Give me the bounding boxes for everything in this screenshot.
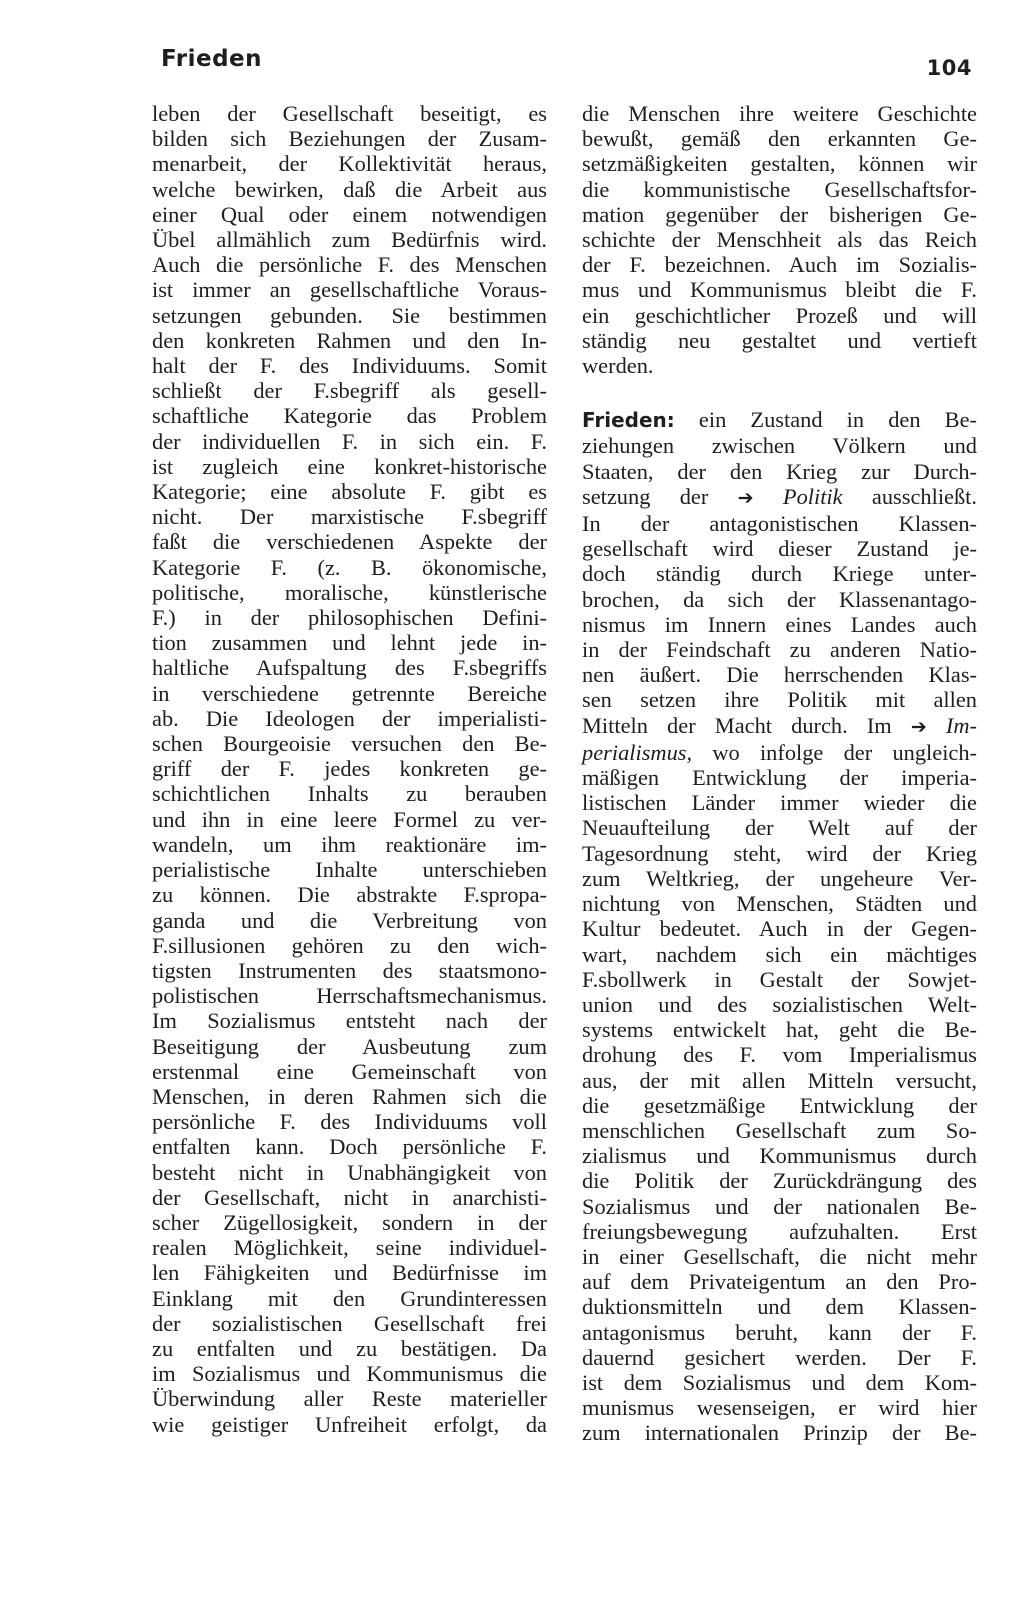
text-line: schichte der Menschheit als das Reich: [582, 227, 977, 253]
text-line: Im Sozialismus entsteht nach der: [152, 1008, 547, 1034]
text-line: im Sozialismus und Kommunismus die: [152, 1361, 547, 1387]
text-line: in verschiedene getrennte Bereiche: [152, 680, 547, 706]
text-line: drohung des F. vom Imperialismus: [582, 1042, 977, 1068]
text-line: die gesetzmäßige Entwicklung der: [582, 1092, 977, 1118]
entry-text: ausschließt.: [842, 483, 978, 509]
entry-text: Mitteln der Macht durch. Im: [582, 712, 911, 738]
text-line: freiungsbewegung aufzuhalten. Erst: [582, 1218, 977, 1244]
text-line: zu entfalten und zu bestätigen. Da: [152, 1335, 547, 1361]
entry-line: [582, 484, 977, 511]
text-line: Kategorie; eine absolute F. gibt es: [152, 479, 547, 505]
text-line: wie geistiger Unfreiheit erfolgt, da: [152, 1411, 547, 1437]
text-line: ist dem Sozialismus und dem Kom-: [582, 1369, 977, 1395]
text-line: sen setzen ihre Politik mit allen: [582, 687, 977, 713]
entry-frieden: [582, 407, 977, 1445]
running-head: Frieden: [161, 46, 263, 72]
text-line: die Menschen ihre weitere Geschichte: [582, 101, 977, 126]
text-line: setzungen gebunden. Sie bestimmen: [152, 302, 547, 328]
text-line: F.) in der philosophischen Defini-: [152, 605, 547, 631]
text-line: aus, der mit allen Mitteln versucht,: [582, 1067, 977, 1093]
text-line: F.sbollwerk in Gestalt der Sowjet-: [582, 966, 977, 992]
text-line: scher Zügellosigkeit, sondern in der: [152, 1209, 547, 1235]
text-line: setzmäßigkeiten gestalten, können wir: [582, 151, 977, 177]
text-line: listischen Länder immer wieder die: [582, 790, 977, 816]
text-line: dauernd gesichert werden. Der F.: [582, 1344, 977, 1370]
text-line: persönliche F. des Individuums voll: [152, 1109, 547, 1135]
entry-first-line: [582, 407, 977, 433]
text-line: Kategorie F. (z. B. ökonomische,: [152, 554, 547, 580]
entry-text: setzung der: [582, 483, 738, 509]
cross-reference-imperialismus-cont[interactable]: perialismus: [582, 739, 687, 765]
text-line: Tagesordnung steht, wird der Krieg: [582, 840, 977, 866]
text-line: Menschen, in deren Rahmen sich die: [152, 1083, 547, 1109]
entry-line: [582, 713, 977, 740]
text-line: In der antagonistischen Klassen-: [582, 511, 977, 537]
text-line: Kultur bedeutet. Auch in der Gegen-: [582, 916, 977, 942]
text-line: ganda und die Verbreitung von: [152, 907, 547, 933]
text-line: tion zusammen und lehnt jede in-: [152, 630, 547, 656]
text-line: zu können. Die abstrakte F.spropa-: [152, 882, 547, 908]
entry-line: ziehungen zwischen Völkern und: [582, 433, 977, 459]
entry-body-a: [582, 511, 977, 713]
text-line: union und des sozialistischen Welt-: [582, 991, 977, 1017]
text-line: nichtung von Menschen, Städten und: [582, 891, 977, 917]
text-line: doch ständig durch Kriege unter-: [582, 561, 977, 587]
text-line: welche bewirken, daß die Arbeit aus: [152, 176, 547, 202]
text-line: in der Feindschaft zu anderen Natio-: [582, 637, 977, 663]
text-line: systems entwickelt hat, geht die Be-: [582, 1017, 977, 1043]
text-line: mus und Kommunismus bleibt die F.: [582, 277, 977, 303]
text-line: menarbeit, der Kollektivität heraus,: [152, 151, 547, 177]
text-line: entfalten kann. Doch persönliche F.: [152, 1134, 547, 1160]
text-line: auf dem Privateigentum an den Pro-: [582, 1269, 977, 1295]
text-line: schen Bourgeoisie versuchen den Be-: [152, 731, 547, 757]
right-column: [582, 101, 977, 1446]
text-line: die kommunistische Gesellschaftsfor-: [582, 176, 977, 202]
text-line: len Fähigkeiten und Bedürfnisse im: [152, 1260, 547, 1286]
text-line: politische, moralische, künstlerische: [152, 579, 547, 605]
text-line: ständig neu gestaltet und vertieft: [582, 327, 977, 353]
text-line: F.sillusionen gehören zu den wich-: [152, 932, 547, 958]
text-line: Sozialismus und der nationalen Be-: [582, 1193, 977, 1219]
text-line: griff der F. jedes konkreten ge-: [152, 756, 547, 782]
text-line: mation gegenüber der bisherigen Ge-: [582, 201, 977, 227]
text-line: gesellschaft wird dieser Zustand je-: [582, 536, 977, 562]
text-line: in einer Gesellschaft, die nicht mehr: [582, 1243, 977, 1269]
text-line: schichtlichen Inhalts zu berauben: [152, 781, 547, 807]
text-line: wart, nachdem sich ein mächtiges: [582, 941, 977, 967]
text-line: tigsten Instrumenten des staatsmono-: [152, 957, 547, 983]
text-line: antagonismus beruht, kann der F.: [582, 1319, 977, 1345]
text-line: leben der Gesellschaft beseitigt, es: [152, 101, 547, 126]
text-line: Einklang mit den Grundinteressen: [152, 1285, 547, 1311]
text-line: schließt der F.sbegriff als gesell-: [152, 378, 547, 404]
entry-text: ein Zustand in den Be-: [674, 407, 977, 433]
text-line: den konkreten Rahmen und den In-: [152, 327, 547, 353]
page-number: 104: [926, 56, 972, 80]
text-line: polistischen Herrschaftsmechanismus.: [152, 983, 547, 1009]
text-line: ist immer an gesellschaftliche Voraus-: [152, 277, 547, 303]
text-line: mäßigen Entwicklung der imperia-: [582, 765, 977, 791]
text-line: werden.: [582, 353, 654, 379]
text-line: perialistische Inhalte unterschieben: [152, 857, 547, 883]
text-line: Überwindung aller Reste materieller: [152, 1386, 547, 1412]
text-line: erstenmal eine Gemeinschaft von: [152, 1058, 547, 1084]
text-line: wandeln, um ihm reaktionäre im-: [152, 831, 547, 857]
cross-reference-arrow-icon: ➔: [910, 715, 927, 738]
text-line: nicht. Der marxistische F.sbegriff: [152, 504, 547, 530]
text-line: der individuellen F. in sich ein. F.: [152, 428, 547, 454]
text-line: munismus wesenseigen, er wird hier: [582, 1395, 977, 1421]
text-line: realen Möglichkeit, seine individuel-: [152, 1235, 547, 1261]
text-line: bewußt, gemäß den erkannten Ge-: [582, 126, 977, 152]
text-line: Beseitigung der Ausbeutung zum: [152, 1033, 547, 1059]
entry-text: , wo infolge der ungleich-: [686, 739, 977, 765]
text-line: zialismus und Kommunismus durch: [582, 1143, 977, 1169]
text-line: der Gesellschaft, nicht in anarchisti-: [152, 1184, 547, 1210]
text-line: zum internationalen Prinzip der Be-: [582, 1420, 977, 1446]
text-line: halt der F. des Individuums. Somit: [152, 353, 547, 379]
text-line: nismus im Innern eines Landes auch: [582, 611, 977, 637]
text-line: der sozialistischen Gesellschaft frei: [152, 1310, 547, 1336]
text-line: nen äußert. Die herrschenden Klas-: [582, 662, 977, 688]
text-line: und ihn in eine leere Formel zu ver-: [152, 806, 547, 832]
cross-reference-politik[interactable]: Politik: [753, 483, 843, 509]
text-line: einer Qual oder einem notwendigen: [152, 201, 547, 227]
text-line: Übel allmählich zum Bedürfnis wird.: [152, 227, 547, 253]
continuation-paragraph: [582, 101, 977, 378]
text-line: menschlichen Gesellschaft zum So-: [582, 1117, 977, 1143]
text-line: faßt die verschiedenen Aspekte der: [152, 529, 547, 555]
text-line: zum Weltkrieg, der ungeheure Ver-: [582, 865, 977, 891]
text-line: die Politik der Zurückdrängung des: [582, 1168, 977, 1194]
text-line: ist zugleich eine konkret-historische: [152, 453, 547, 479]
left-column: [152, 101, 547, 1437]
entry-body-b: [582, 765, 977, 1445]
entry-separator: [582, 378, 977, 407]
text-line: ein geschichtlicher Prozeß und will: [582, 302, 977, 328]
text-line: brochen, da sich der Klassenantago-: [582, 586, 977, 612]
text-line: besteht nicht in Unabhängigkeit von: [152, 1159, 547, 1185]
text-line: ab. Die Ideologen der imperialisti-: [152, 705, 547, 731]
text-line: haltliche Aufspaltung des F.sbegriffs: [152, 655, 547, 681]
text-line: duktionsmitteln und dem Klassen-: [582, 1294, 977, 1320]
entry-headword: Frieden:: [582, 408, 675, 433]
text-line: Auch die persönliche F. des Menschen: [152, 252, 547, 278]
text-line: schaftliche Kategorie das Problem: [152, 403, 547, 429]
cross-reference-arrow-icon: ➔: [737, 486, 754, 509]
text-line: bilden sich Beziehungen der Zusam-: [152, 126, 547, 152]
entry-line: Staaten, der den Krieg zur Durch-: [582, 458, 977, 484]
entry-line: [582, 740, 977, 765]
text-line: Neuaufteilung der Welt auf der: [582, 815, 977, 841]
text-line: der F. bezeichnen. Auch im Sozialis-: [582, 252, 977, 278]
cross-reference-imperialismus[interactable]: Im-: [926, 712, 978, 738]
